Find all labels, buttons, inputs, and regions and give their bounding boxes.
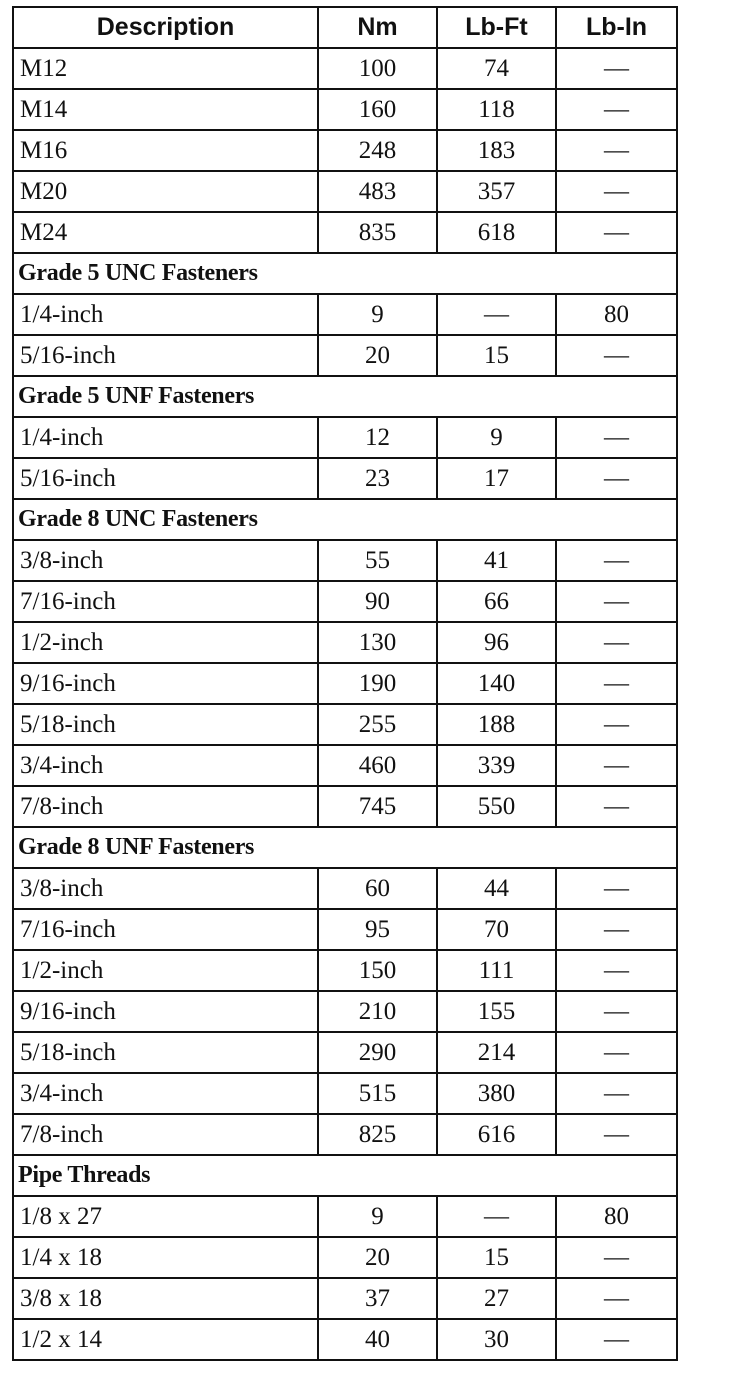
cell-lb-in: — xyxy=(556,868,677,909)
table-row xyxy=(13,909,677,950)
table-row xyxy=(13,1278,677,1319)
cell-nm: 37 xyxy=(318,1278,437,1319)
cell-lb-ft: 41 xyxy=(437,540,556,581)
cell-lb-in: — xyxy=(556,581,677,622)
cell-lb-ft: 30 xyxy=(437,1319,556,1360)
cell-nm: 20 xyxy=(318,1237,437,1278)
cell-description: 1/2-inch xyxy=(13,622,318,663)
table-row xyxy=(13,458,677,499)
section-row xyxy=(13,376,677,417)
cell-lb-in: — xyxy=(556,1073,677,1114)
torque-table xyxy=(12,6,678,1361)
cell-nm: 90 xyxy=(318,581,437,622)
torque-table-container xyxy=(12,6,678,1361)
cell-nm: 100 xyxy=(318,48,437,89)
table-row xyxy=(13,130,677,171)
section-row xyxy=(13,1155,677,1196)
cell-description: 3/8-inch xyxy=(13,540,318,581)
cell-lb-in: — xyxy=(556,663,677,704)
table-row xyxy=(13,48,677,89)
cell-lb-in: — xyxy=(556,786,677,827)
cell-description: 5/18-inch xyxy=(13,1032,318,1073)
cell-lb-in: — xyxy=(556,89,677,130)
table-row xyxy=(13,1196,677,1237)
cell-lb-ft: 17 xyxy=(437,458,556,499)
cell-description: 3/8-inch xyxy=(13,868,318,909)
section-label: Grade 8 UNF Fasteners xyxy=(13,827,677,868)
cell-description: 1/2-inch xyxy=(13,950,318,991)
cell-description: 5/18-inch xyxy=(13,704,318,745)
cell-lb-in: — xyxy=(556,745,677,786)
cell-description: M20 xyxy=(13,171,318,212)
cell-lb-in: 80 xyxy=(556,294,677,335)
cell-description: M12 xyxy=(13,48,318,89)
cell-description: 9/16-inch xyxy=(13,991,318,1032)
table-body xyxy=(13,48,677,1360)
cell-nm: 60 xyxy=(318,868,437,909)
table-row xyxy=(13,745,677,786)
cell-description: 1/4 x 18 xyxy=(13,1237,318,1278)
cell-lb-ft: 96 xyxy=(437,622,556,663)
cell-lb-ft: 339 xyxy=(437,745,556,786)
cell-lb-in: — xyxy=(556,417,677,458)
cell-nm: 745 xyxy=(318,786,437,827)
cell-nm: 460 xyxy=(318,745,437,786)
cell-lb-ft: — xyxy=(437,294,556,335)
cell-description: 7/16-inch xyxy=(13,581,318,622)
cell-description: 1/4-inch xyxy=(13,417,318,458)
cell-description: 3/4-inch xyxy=(13,1073,318,1114)
table-row xyxy=(13,1032,677,1073)
cell-lb-ft: 9 xyxy=(437,417,556,458)
cell-description: M14 xyxy=(13,89,318,130)
cell-lb-in: — xyxy=(556,171,677,212)
table-row xyxy=(13,540,677,581)
cell-description: 3/8 x 18 xyxy=(13,1278,318,1319)
section-label: Grade 8 UNC Fasteners xyxy=(13,499,677,540)
cell-lb-in: 80 xyxy=(556,1196,677,1237)
table-row xyxy=(13,1237,677,1278)
cell-description: 7/8-inch xyxy=(13,786,318,827)
cell-description: 9/16-inch xyxy=(13,663,318,704)
table-row xyxy=(13,991,677,1032)
cell-lb-ft: 44 xyxy=(437,868,556,909)
cell-lb-ft: 15 xyxy=(437,1237,556,1278)
section-label: Grade 5 UNF Fasteners xyxy=(13,376,677,417)
section-row xyxy=(13,499,677,540)
cell-lb-ft: 550 xyxy=(437,786,556,827)
cell-lb-in: — xyxy=(556,950,677,991)
cell-nm: 20 xyxy=(318,335,437,376)
cell-nm: 515 xyxy=(318,1073,437,1114)
cell-lb-ft: 380 xyxy=(437,1073,556,1114)
cell-nm: 190 xyxy=(318,663,437,704)
cell-lb-ft: 214 xyxy=(437,1032,556,1073)
header-lb-ft: Lb-Ft xyxy=(437,7,556,48)
cell-lb-ft: 618 xyxy=(437,212,556,253)
cell-lb-in: — xyxy=(556,1237,677,1278)
cell-lb-in: — xyxy=(556,1319,677,1360)
cell-nm: 255 xyxy=(318,704,437,745)
cell-lb-in: — xyxy=(556,1278,677,1319)
cell-lb-ft: 188 xyxy=(437,704,556,745)
cell-lb-in: — xyxy=(556,212,677,253)
table-row xyxy=(13,704,677,745)
section-label: Grade 5 UNC Fasteners xyxy=(13,253,677,294)
cell-nm: 160 xyxy=(318,89,437,130)
cell-lb-in: — xyxy=(556,1032,677,1073)
cell-nm: 55 xyxy=(318,540,437,581)
cell-lb-in: — xyxy=(556,458,677,499)
table-row xyxy=(13,950,677,991)
table-row xyxy=(13,171,677,212)
cell-lb-in: — xyxy=(556,909,677,950)
cell-nm: 130 xyxy=(318,622,437,663)
section-row xyxy=(13,253,677,294)
cell-lb-ft: 155 xyxy=(437,991,556,1032)
cell-lb-ft: 616 xyxy=(437,1114,556,1155)
header-lb-in: Lb-In xyxy=(556,7,677,48)
header-nm: Nm xyxy=(318,7,437,48)
cell-description: 5/16-inch xyxy=(13,335,318,376)
cell-description: 7/16-inch xyxy=(13,909,318,950)
cell-nm: 210 xyxy=(318,991,437,1032)
cell-description: 7/8-inch xyxy=(13,1114,318,1155)
cell-lb-ft: — xyxy=(437,1196,556,1237)
cell-lb-in: — xyxy=(556,335,677,376)
table-row xyxy=(13,786,677,827)
cell-lb-ft: 74 xyxy=(437,48,556,89)
cell-lb-ft: 183 xyxy=(437,130,556,171)
table-row xyxy=(13,417,677,458)
cell-lb-ft: 118 xyxy=(437,89,556,130)
table-row xyxy=(13,622,677,663)
table-row xyxy=(13,1319,677,1360)
table-row xyxy=(13,212,677,253)
cell-lb-in: — xyxy=(556,1114,677,1155)
cell-description: 5/16-inch xyxy=(13,458,318,499)
cell-nm: 9 xyxy=(318,294,437,335)
cell-lb-ft: 15 xyxy=(437,335,556,376)
cell-lb-ft: 140 xyxy=(437,663,556,704)
table-row xyxy=(13,89,677,130)
cell-lb-in: — xyxy=(556,622,677,663)
cell-nm: 483 xyxy=(318,171,437,212)
cell-description: 3/4-inch xyxy=(13,745,318,786)
cell-description: 1/2 x 14 xyxy=(13,1319,318,1360)
cell-description: 1/4-inch xyxy=(13,294,318,335)
table-row xyxy=(13,663,677,704)
table-row xyxy=(13,868,677,909)
header-description: Description xyxy=(13,7,318,48)
cell-nm: 290 xyxy=(318,1032,437,1073)
table-row xyxy=(13,1073,677,1114)
cell-nm: 95 xyxy=(318,909,437,950)
cell-nm: 825 xyxy=(318,1114,437,1155)
table-row xyxy=(13,294,677,335)
cell-lb-in: — xyxy=(556,540,677,581)
cell-nm: 40 xyxy=(318,1319,437,1360)
cell-lb-in: — xyxy=(556,991,677,1032)
cell-nm: 835 xyxy=(318,212,437,253)
cell-lb-ft: 111 xyxy=(437,950,556,991)
cell-lb-ft: 27 xyxy=(437,1278,556,1319)
table-row xyxy=(13,581,677,622)
cell-nm: 23 xyxy=(318,458,437,499)
cell-description: M24 xyxy=(13,212,318,253)
section-label: Pipe Threads xyxy=(13,1155,677,1196)
cell-nm: 9 xyxy=(318,1196,437,1237)
section-row xyxy=(13,827,677,868)
cell-nm: 12 xyxy=(318,417,437,458)
table-row xyxy=(13,1114,677,1155)
cell-nm: 248 xyxy=(318,130,437,171)
cell-description: M16 xyxy=(13,130,318,171)
cell-lb-ft: 66 xyxy=(437,581,556,622)
cell-lb-ft: 70 xyxy=(437,909,556,950)
cell-lb-ft: 357 xyxy=(437,171,556,212)
cell-lb-in: — xyxy=(556,48,677,89)
cell-description: 1/8 x 27 xyxy=(13,1196,318,1237)
cell-nm: 150 xyxy=(318,950,437,991)
table-row xyxy=(13,335,677,376)
cell-lb-in: — xyxy=(556,704,677,745)
header-row xyxy=(13,7,677,48)
cell-lb-in: — xyxy=(556,130,677,171)
